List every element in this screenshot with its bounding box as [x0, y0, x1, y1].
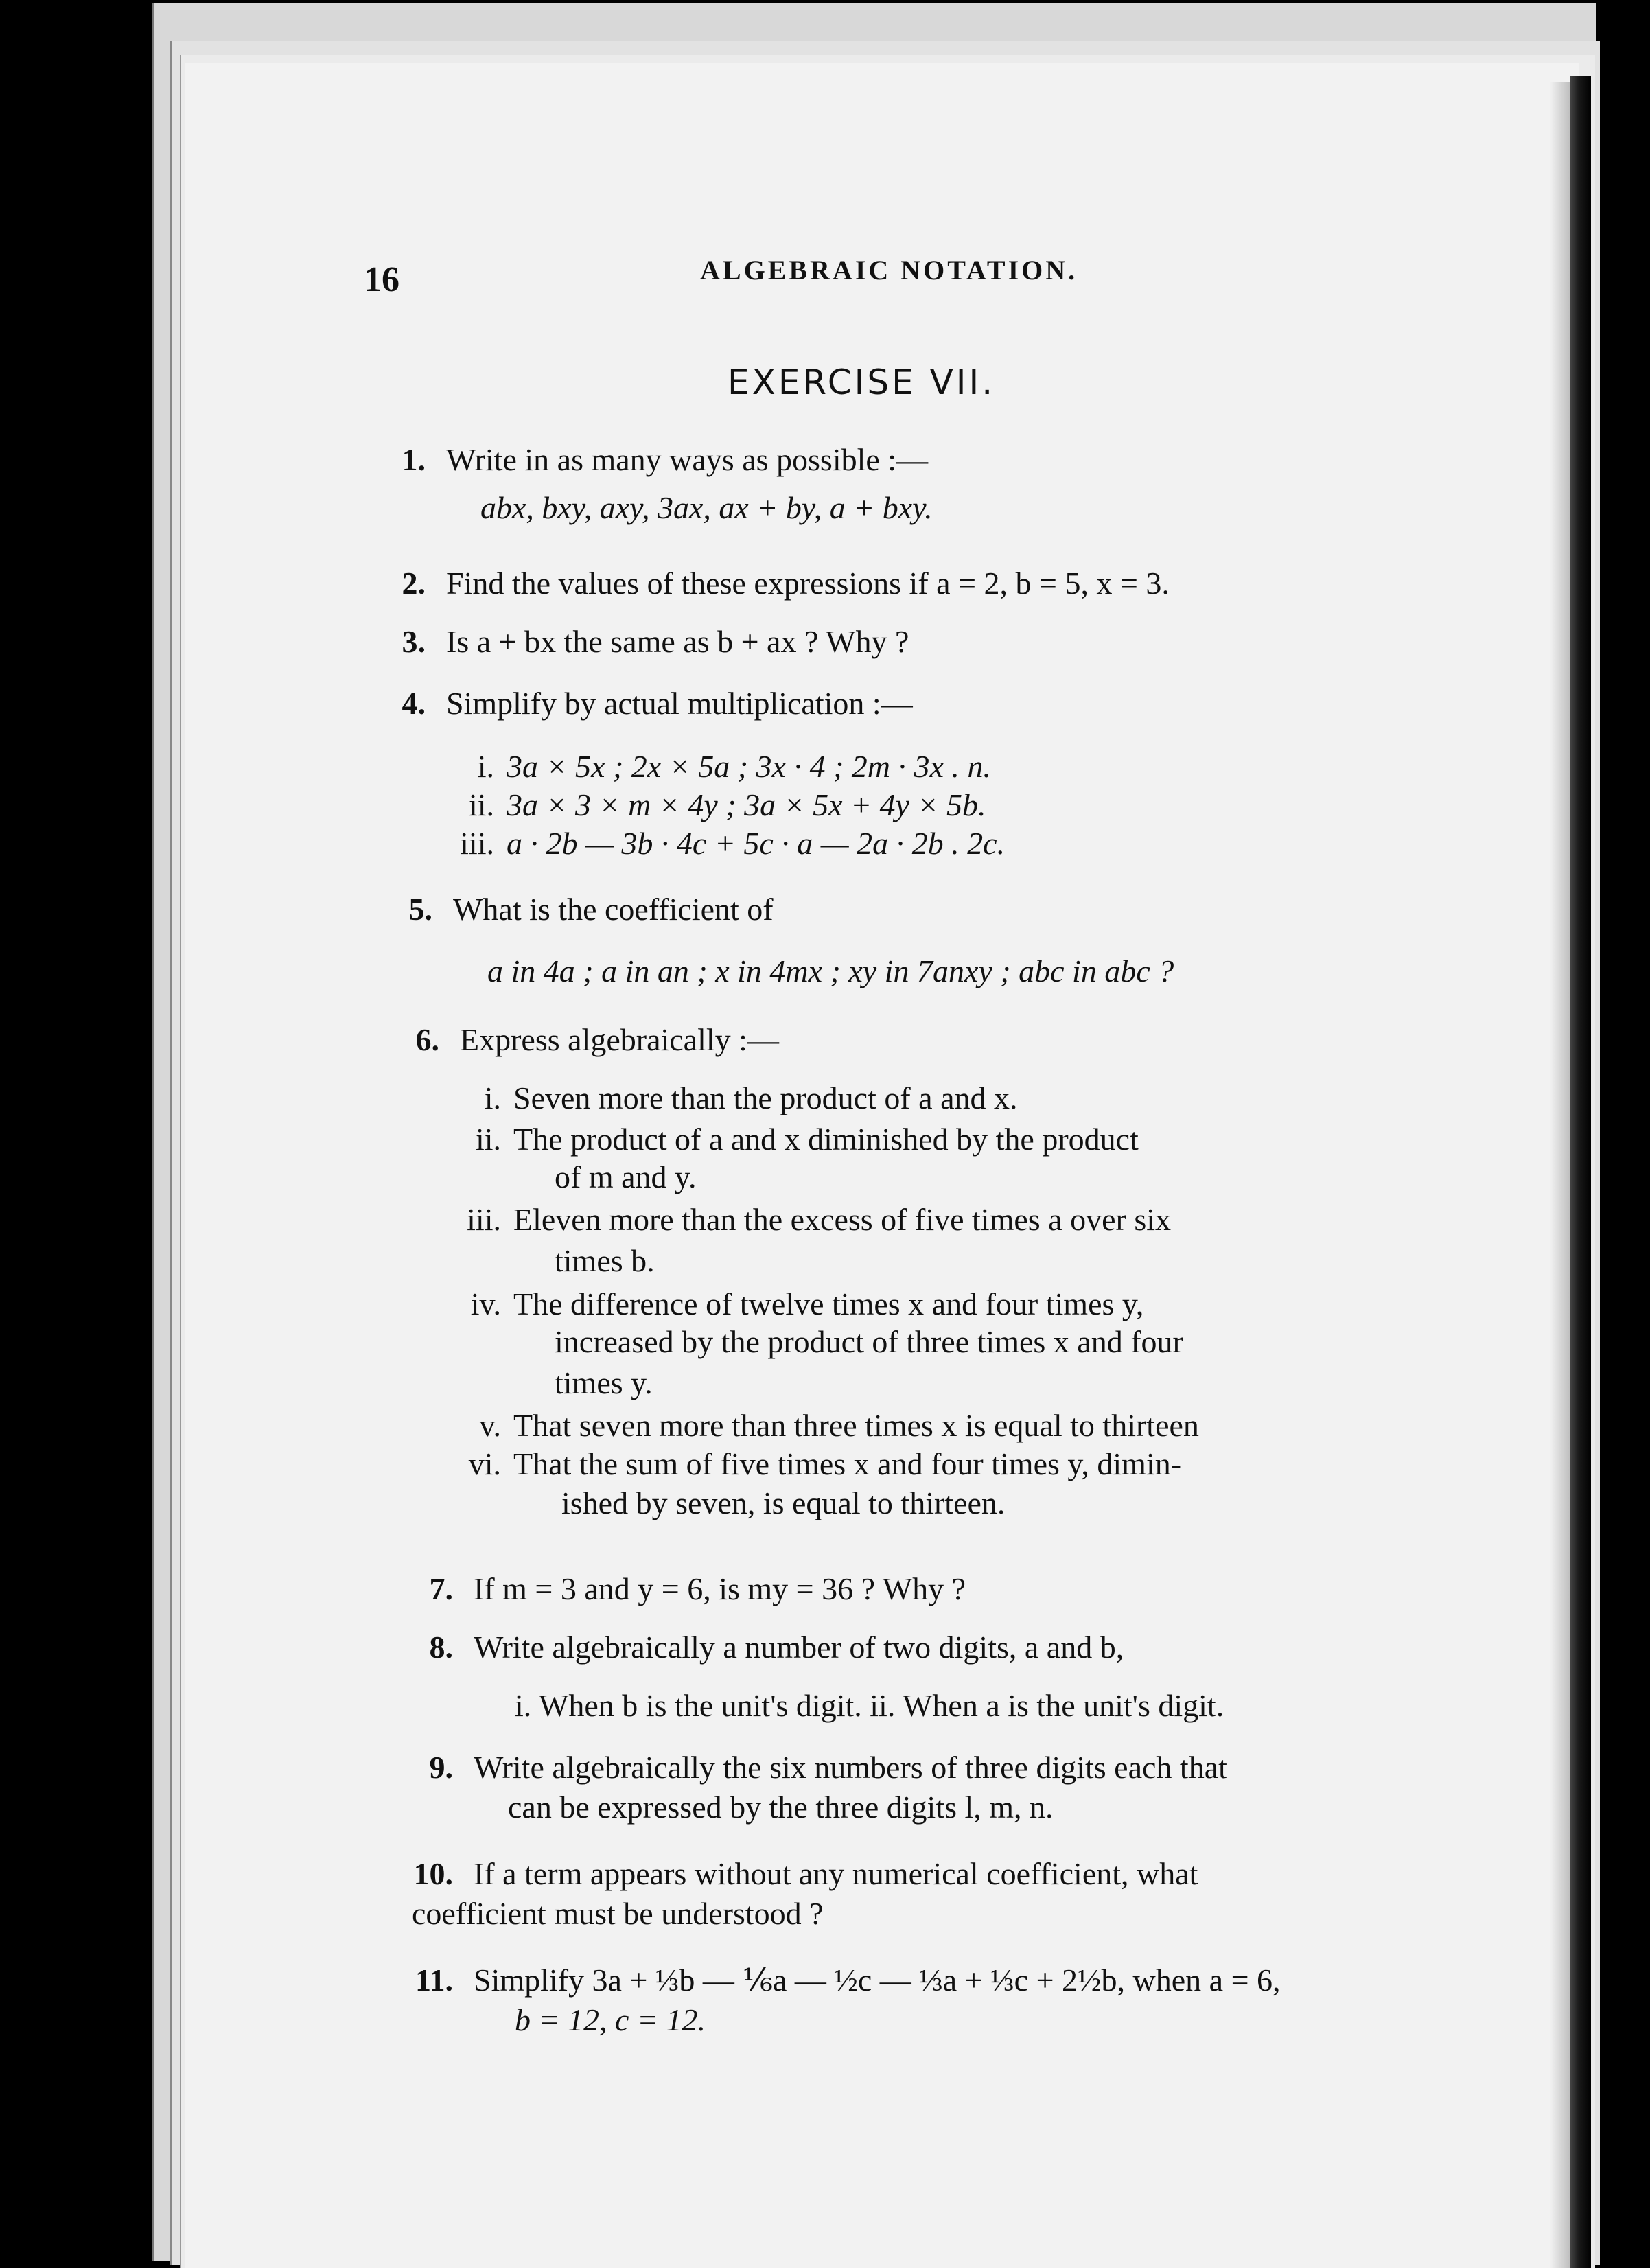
sub-item-text: Seven more than the product of a and x. — [513, 1080, 1018, 1115]
item-text: Simplify by actual multiplication :— — [446, 686, 913, 721]
sub-item-text: Eleven more than the excess of five times a over six — [513, 1202, 1172, 1237]
item-number: 11. — [415, 1963, 453, 1998]
item-expression: a in 4a ; a in an ; x in 4mx ; xy in 7anxy ; abc in abc ? — [487, 953, 1174, 988]
page-number: 16 — [364, 260, 399, 299]
item-number: 5. — [408, 892, 432, 927]
sub-item — [439, 1284, 1143, 1325]
sub-item-label: iv. — [470, 1286, 501, 1321]
sub-item-text: 3a × 5x ; 2x × 5a ; 3x · 4 ; 2m · 3x . n. — [507, 749, 991, 784]
item-continuation: can be expressed by the three digits l, m, n. — [508, 1790, 1054, 1825]
item-number: 7. — [429, 1571, 453, 1606]
sub-item-text: a · 2b — 3b · 4c + 5c · a — 2a · 2b . 2c. — [507, 826, 1006, 861]
sub-item-label: ii. — [468, 787, 494, 822]
sub-item-text: The product of a and x diminished by the product — [513, 1122, 1139, 1157]
sub-item-label: iii. — [460, 826, 494, 861]
sub-item-label: vi. — [468, 1446, 501, 1481]
sub-item-continuation: times y. — [555, 1365, 653, 1400]
item-continuation: b = 12, c = 12. — [515, 2002, 706, 2037]
item-number: 6. — [415, 1022, 439, 1057]
item-expression: abx, bxy, axy, 3ax, ax + by, a + bxy. — [480, 490, 933, 525]
page-gutter-shadow — [1550, 82, 1570, 2268]
item-text: What is the coefficient of — [453, 892, 774, 927]
item-text: Write algebraically the six numbers of three digits each that — [474, 1750, 1227, 1785]
page-header — [364, 254, 1187, 302]
sub-item-continuation: increased by the product of three times x and four — [555, 1324, 1183, 1359]
item-number: 10. — [413, 1856, 453, 1891]
sub-item-text: That seven more than three times x is equal to thirteen — [513, 1408, 1199, 1443]
sub-item-label: iii. — [467, 1202, 501, 1237]
item-number: 4. — [402, 686, 426, 721]
item-text: If a term appears without any numerical coefficient, what — [474, 1856, 1198, 1891]
sub-item-continuation: of m and y. — [555, 1159, 697, 1194]
sub-item-label: i. — [477, 749, 494, 784]
item-text: Is a + bx the same as b + ax ? Why ? — [446, 624, 909, 659]
item-continuation: coefficient must be understood ? — [412, 1896, 824, 1931]
sub-item — [439, 1078, 1018, 1119]
item-number: 9. — [429, 1750, 453, 1785]
sub-item-continuation: ished by seven, is equal to thirteen. — [561, 1485, 1006, 1520]
item-text: If m = 3 and y = 6, is my = 36 ? Why ? — [474, 1571, 966, 1606]
sub-item-text: That the sum of five times x and four times y, dimin- — [513, 1446, 1182, 1481]
item-number: 8. — [429, 1630, 453, 1665]
sub-item — [439, 1119, 1139, 1160]
item-number: 2. — [402, 566, 426, 601]
sub-item-label: v. — [479, 1408, 501, 1443]
item-text: Write algebraically a number of two digits, a and b, — [474, 1630, 1124, 1665]
book-edge — [1570, 76, 1591, 2268]
exercise-title: EXERCISE VII. — [728, 362, 996, 402]
item-number: 3. — [402, 624, 426, 659]
item-text: Simplify 3a + ⅓b — ⅙a — ½c — ⅓a + ⅓c + 2½b, when a = 6, — [474, 1963, 1281, 1998]
sub-item — [432, 785, 986, 826]
sub-item-label: ii. — [475, 1122, 501, 1157]
sub-item-text: 3a × 3 × m × 4y ; 3a × 5x + 4y × 5b. — [507, 787, 986, 822]
item-expression: i. When b is the unit's digit. ii. When a is the unit's digit. — [515, 1688, 1224, 1723]
item-text: Express algebraically :— — [460, 1022, 779, 1057]
item-number: 1. — [402, 442, 426, 477]
item-text: Find the values of these expressions if a = 2, b = 5, x = 3. — [446, 566, 1170, 601]
running-head: ALGEBRAIC NOTATION. — [700, 255, 1078, 286]
sub-item-continuation: times b. — [555, 1243, 655, 1278]
sub-item — [432, 746, 991, 787]
sub-item — [439, 1444, 1181, 1485]
sub-item-label: i. — [484, 1080, 501, 1115]
sub-item — [439, 1405, 1199, 1446]
sub-item-text: The difference of twelve times x and four times y, — [513, 1286, 1144, 1321]
item-text: Write in as many ways as possible :— — [446, 442, 929, 477]
sub-item — [439, 1199, 1171, 1240]
sub-item — [432, 823, 1005, 864]
